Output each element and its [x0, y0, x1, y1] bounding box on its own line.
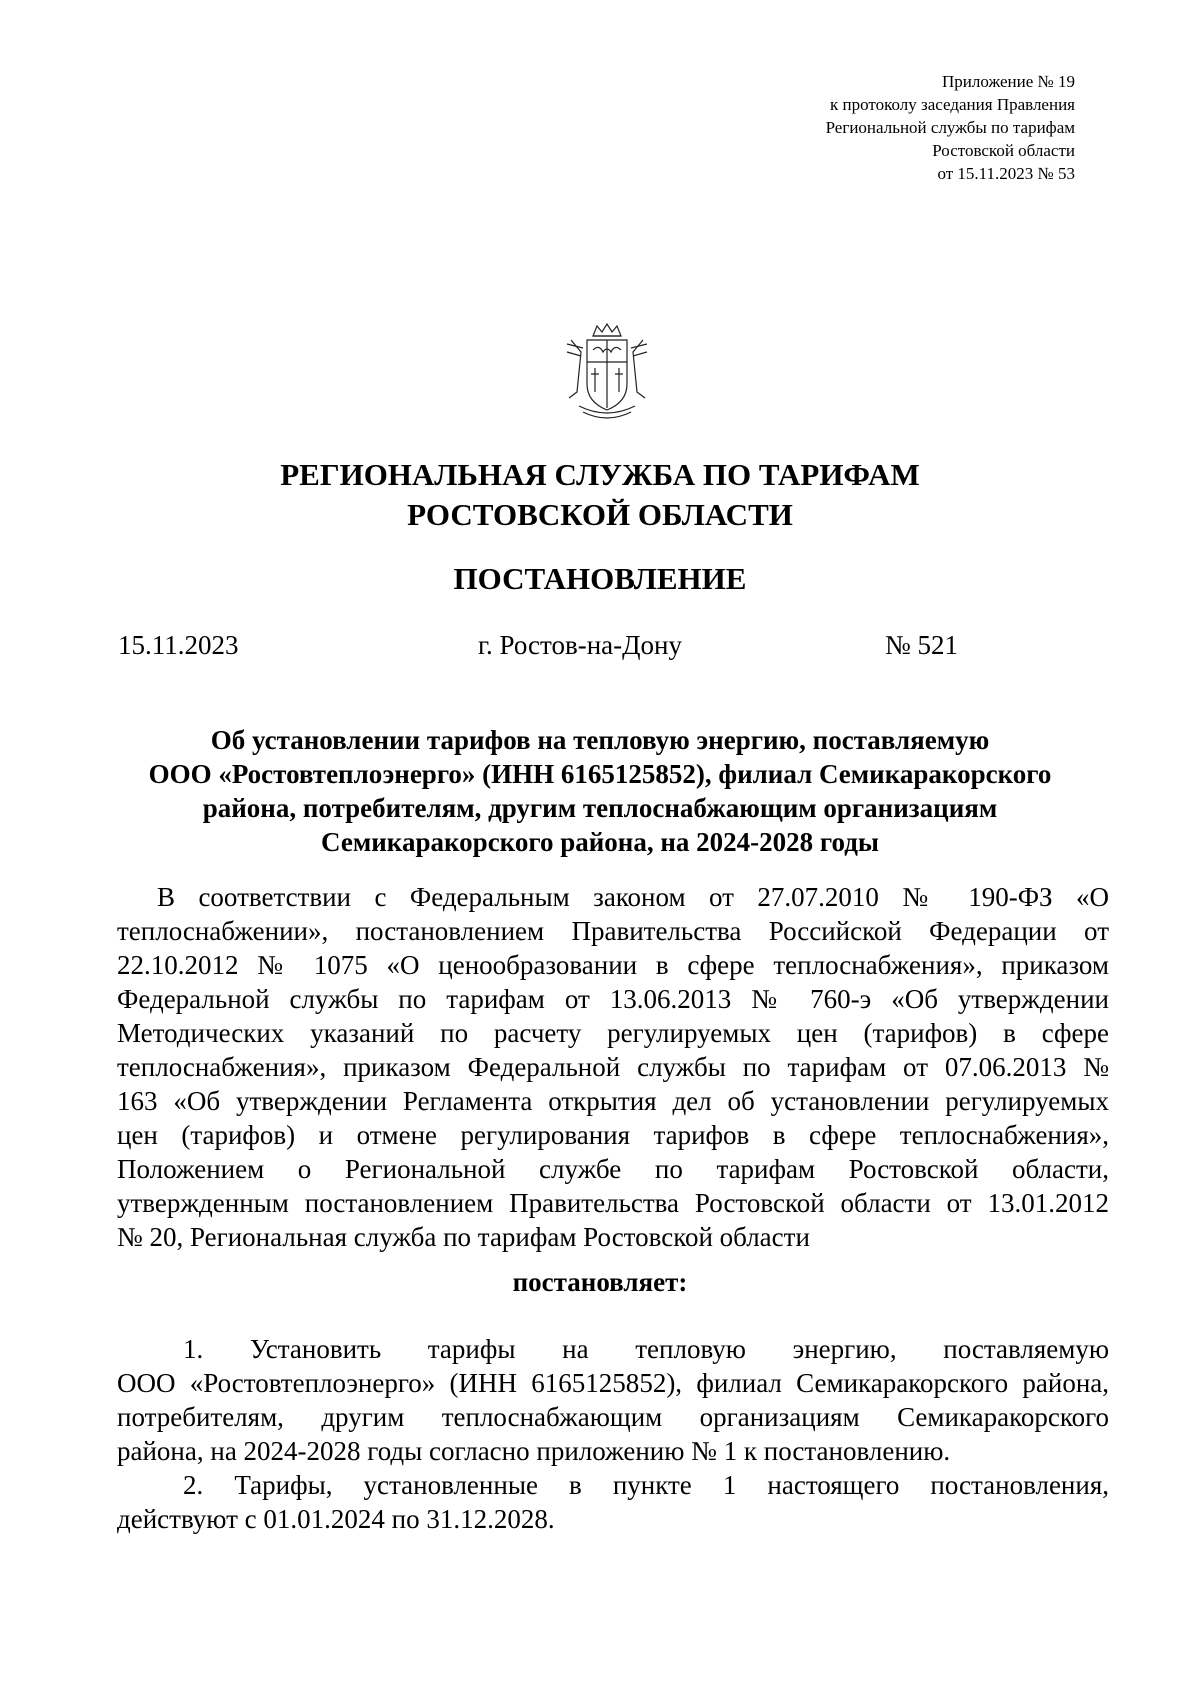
subject-line: района, потребителям, другим теплоснабжающим организациям: [202, 793, 998, 823]
subject-line: ООО «Ростовтеплоэнерго» (ИНН 6165125852), филиал Семикаракорского: [148, 759, 1052, 789]
preamble-line: Федеральной службы по тарифам от 13.06.2013 № 760-э «Об утверждении: [117, 984, 1109, 1014]
preamble-line: теплоснабжения», приказом Федеральной службы по тарифам от 07.06.2013 №: [117, 1052, 1109, 1082]
preamble-line: теплоснабжении», постановлением Правительства Российской Федерации от: [117, 916, 1109, 946]
org-title-line: РОСТОВСКОЙ ОБЛАСТИ: [407, 497, 793, 532]
annex-line: Приложение № 19: [942, 72, 1075, 91]
annex-line: Ростовской области: [932, 141, 1075, 160]
item-line: района, на 2024-2028 годы согласно приложению № 1 к постановлению.: [117, 1436, 951, 1466]
preamble-line: цен (тарифов) и отмене регулирования тарифов в сфере теплоснабжения»,: [117, 1120, 1109, 1150]
subject-line: Семикаракорского района, на 2024-2028 годы: [321, 827, 879, 857]
document-date: 15.11.2023: [118, 630, 239, 660]
decree-word: постановляет:: [512, 1267, 688, 1297]
item-line: ООО «Ростовтеплоэнерго» (ИНН 6165125852), филиал Семикаракорского района,: [117, 1368, 1109, 1398]
preamble-line: В соответствии с Федеральным законом от 27.07.2010 № 190-ФЗ «О: [157, 882, 1109, 912]
org-title: [0, 455, 1200, 535]
annex-line: Региональной службы по тарифам: [825, 118, 1075, 137]
annex-note: [826, 70, 1075, 185]
document-subject: [0, 723, 1200, 859]
decree-items: [117, 1332, 1109, 1536]
document-meta-row: [0, 625, 1200, 665]
preamble-line: Положением о Региональной службе по тарифам Ростовской области,: [117, 1154, 1109, 1184]
preamble-paragraph: [117, 880, 1109, 1254]
preamble-line: 22.10.2012 № 1075 «О ценообразовании в сфере теплоснабжения», приказом: [117, 950, 1109, 980]
coat-of-arms-icon: [563, 322, 651, 422]
preamble-line: Методических указаний по расчету регулируемых цен (тарифов) в сфере: [117, 1018, 1109, 1048]
document-type: ПОСТАНОВЛЕНИЕ: [453, 561, 747, 596]
annex-line: от 15.11.2023 № 53: [937, 164, 1075, 183]
item-line: потребителям, другим теплоснабжающим организациям Семикаракорского: [117, 1402, 1109, 1432]
org-title-line: РЕГИОНАЛЬНАЯ СЛУЖБА ПО ТАРИФАМ: [280, 457, 920, 492]
annex-line: к протоколу заседания Правления: [830, 95, 1075, 114]
subject-line: Об установлении тарифов на тепловую энергию, поставляемую: [210, 725, 990, 755]
preamble-line: № 20, Региональная служба по тарифам Ростовской области: [117, 1222, 810, 1252]
item-line: 2. Тарифы, установленные в пункте 1 настоящего постановления,: [183, 1470, 1109, 1500]
item-line: 1. Установить тарифы на тепловую энергию, поставляемую: [183, 1334, 1109, 1364]
item-line: действуют с 01.01.2024 по 31.12.2028.: [117, 1504, 555, 1534]
preamble-line: утвержденным постановлением Правительства Ростовской области от 13.01.2012: [117, 1188, 1109, 1218]
document-number: № 521: [885, 630, 959, 660]
document-city: г. Ростов-на-Дону: [478, 630, 683, 660]
preamble-line: 163 «Об утверждении Регламента открытия дел об установлении регулируемых: [117, 1086, 1109, 1116]
